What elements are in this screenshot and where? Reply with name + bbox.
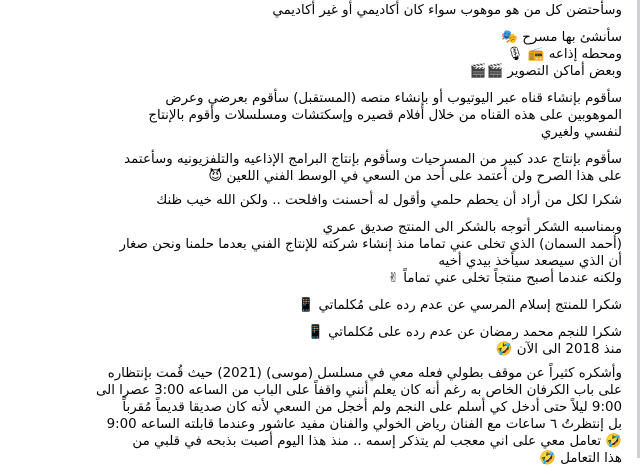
post-line: وأشكره كثيراً عن موقف بطولي فعله معي في مسلسل (موسى) (2021) حيث قُمت بإنتظاره <box>107 366 622 381</box>
post-line: الموهوبين على هذه القناه من خلال أفلام قصيره وإسكتشات ومسلسلات وأقوم بالإنتاج <box>148 108 622 123</box>
post-line: 9:00 ليلاً حتى أدخل كي أسلم على النجم ولم أخجل من السعي لأنه كان صديقا قديماً مُقرباً <box>122 400 622 415</box>
post-line: هذا التعامل 🤣 <box>539 451 622 466</box>
post-line: وسأحتضن كل من هو موهوب سواء كان أكاديمي أو غير أكاديمي <box>272 3 622 18</box>
post-line: أن الذي سيصعد سيأخذ بيدي أخيه <box>438 254 622 269</box>
post-line: بل إنتظرتُ ٦ ساعات مع الفنان رياض الخولي والفنان مفيد عاشور وعندما قابلته الساعه 9:00 <box>106 417 622 432</box>
post-line: على باب الكرفان الخاص به رغم أنه كان يعلم أنني واقفاً على الباب من الساعه 3:00 عصرا الى <box>95 383 622 398</box>
post-line: لنفسي ولغيري <box>540 125 622 140</box>
post-line: على هذا الصرح ولن أعتمد على أحد من السعي في الوسط الفني اللعين 😈 <box>208 169 622 184</box>
post-line: شكرا لكل من أراد أن يحطم حلمي وأقول له أحسنت وافلحت .. ولكن الله خيب ظنك <box>156 193 622 208</box>
post-line: ومحطه إذاعه 📻 🎙 <box>506 47 622 62</box>
post-line: سأقوم بإنشاء قناه عبر اليوتيوب أو بإنشاء منصه (المستقبل) سأقوم بعرضي وعرض <box>165 91 622 106</box>
post-line: وبمناسبه الشكر أتوجه بالشكر الى المنتج صديق عمري <box>322 220 622 235</box>
post-line: شكرا للمنتج إسلام المرسي عن عدم رده على مُكلماتي 📱 <box>297 298 622 313</box>
post-line: منذ 2018 الى الآن 🤣 <box>495 342 622 357</box>
post-line: سأقوم بإنتاج عدد كبير من المسرحيات وسأقوم بإنتاج البرامج الإذاعيه والتلفزيونيه وسأعتمد <box>124 152 622 167</box>
post-line: ولكنه عندما أصبح منتجاً تخلى عني تماماً ✌ <box>387 271 622 286</box>
post-line: سأنشئ بها مسرح 🎭 <box>501 30 622 45</box>
post-line: وبعض أماكن التصوير 🎬🎬 <box>469 64 622 79</box>
post-line: 🤣 تعامل معي على اني معجب لم يتذكر إسمه .. منذ هذا اليوم أصبت بذبحه في قلبي من <box>132 434 622 449</box>
post-line: (أحمد السمان) الذي تخلى عني تماما منذ إنشاء شركته للإنتاج الفني بعدما حلمنا ونحن صغار <box>119 237 622 252</box>
post-line: شكرا للنجم محمد رمضان عن عدم رده على مُكلماتي 📱 <box>307 325 622 340</box>
